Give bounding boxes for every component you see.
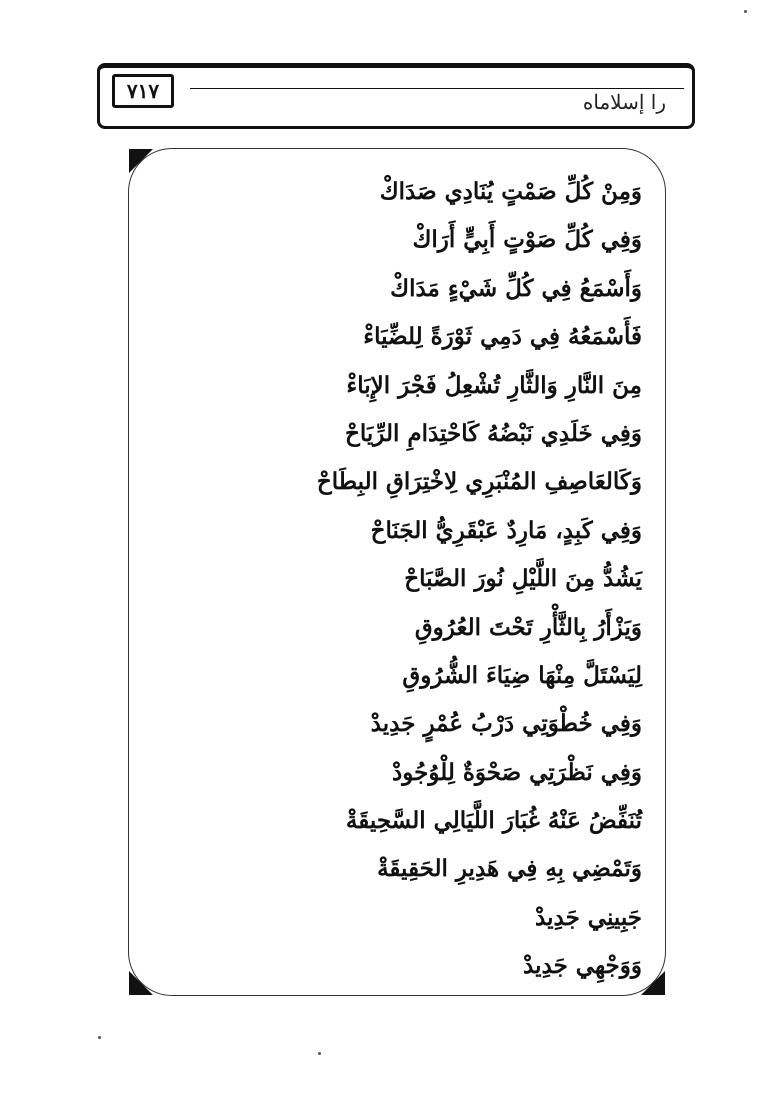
poem-line: جَبِينِي جَدِيدْ: [535, 903, 642, 931]
poem: [212, 168, 642, 991]
poem-line: وَكَالعَاصِفِ المُنْبَرِي لِاخْتِرَاقِ البِطَاحْ: [316, 468, 642, 496]
header-rule: [190, 88, 684, 89]
scan-speck: [98, 1036, 101, 1039]
poem-line: وَفِي نَظْرَتِي صَحْوَةٌ لِلْوُجُودْ: [392, 758, 642, 786]
scan-speck: [318, 1052, 321, 1055]
corner-ornament-bottom-left: [129, 971, 153, 995]
poem-line: فَأَسْمَعُهُ فِي دَمِي ثَوْرَةً لِلضِّيَاءْ: [363, 323, 642, 351]
poem-line: وَأَسْمَعُ فِي كُلِّ شَيْءٍ مَدَاكْ: [390, 274, 642, 302]
page-number: ٧١٧: [112, 74, 174, 108]
poem-line: وَيَزْأَرُ بِالثَّأْرِ تَحْتَ العُرُوقِ: [414, 613, 642, 641]
running-title: را إسلاماه: [582, 90, 666, 114]
corner-ornament-bottom-right: [641, 971, 665, 995]
page-header: [97, 63, 695, 129]
poem-line: وَتَمْضِي بِهِ فِي هَدِيرِ الحَقِيقَةْ: [377, 855, 642, 883]
poem-line: وَفِي كُلِّ صَوْتٍ أَبِيٍّ أَرَاكْ: [412, 226, 642, 254]
poem-line: لِيَسْتَلَّ مِنْهَا ضِيَاءَ الشُّرُوقِ: [402, 661, 642, 689]
poem-line: وَفِي خُطْوَتِي دَرْبُ عُمْرٍ جَدِيدْ: [370, 710, 642, 738]
poem-line: وَفِي كَبِدٍ، مَارِدٌ عَبْقَرِيُّ الجَنَاحْ: [370, 516, 642, 544]
poem-line: مِنَ النَّارِ وَالثَّارِ تُشْعِلُ فَجْرَ الإِبَاءْ: [346, 371, 642, 399]
corner-ornament-top-left: [129, 149, 153, 173]
poem-line: وَفِي خَلَدِي نَبْضُهُ كَاحْتِدَامِ الرِّيَاحْ: [345, 419, 642, 447]
poem-line: وَوَجْهِي جَدِيدْ: [523, 952, 642, 980]
poem-line: وَمِنْ كُلِّ صَمْتٍ يُنَادِي صَدَاكْ: [379, 178, 642, 205]
poem-line: يَشُدُّ مِنَ اللَّيْلِ نُورَ الصَّبَاحْ: [404, 565, 642, 593]
poem-line: تُنَفِّضُ عَنْهُ غُبَارَ اللَّيَالِي السَّحِيقَةْ: [345, 807, 642, 835]
scan-speck: [744, 10, 747, 13]
